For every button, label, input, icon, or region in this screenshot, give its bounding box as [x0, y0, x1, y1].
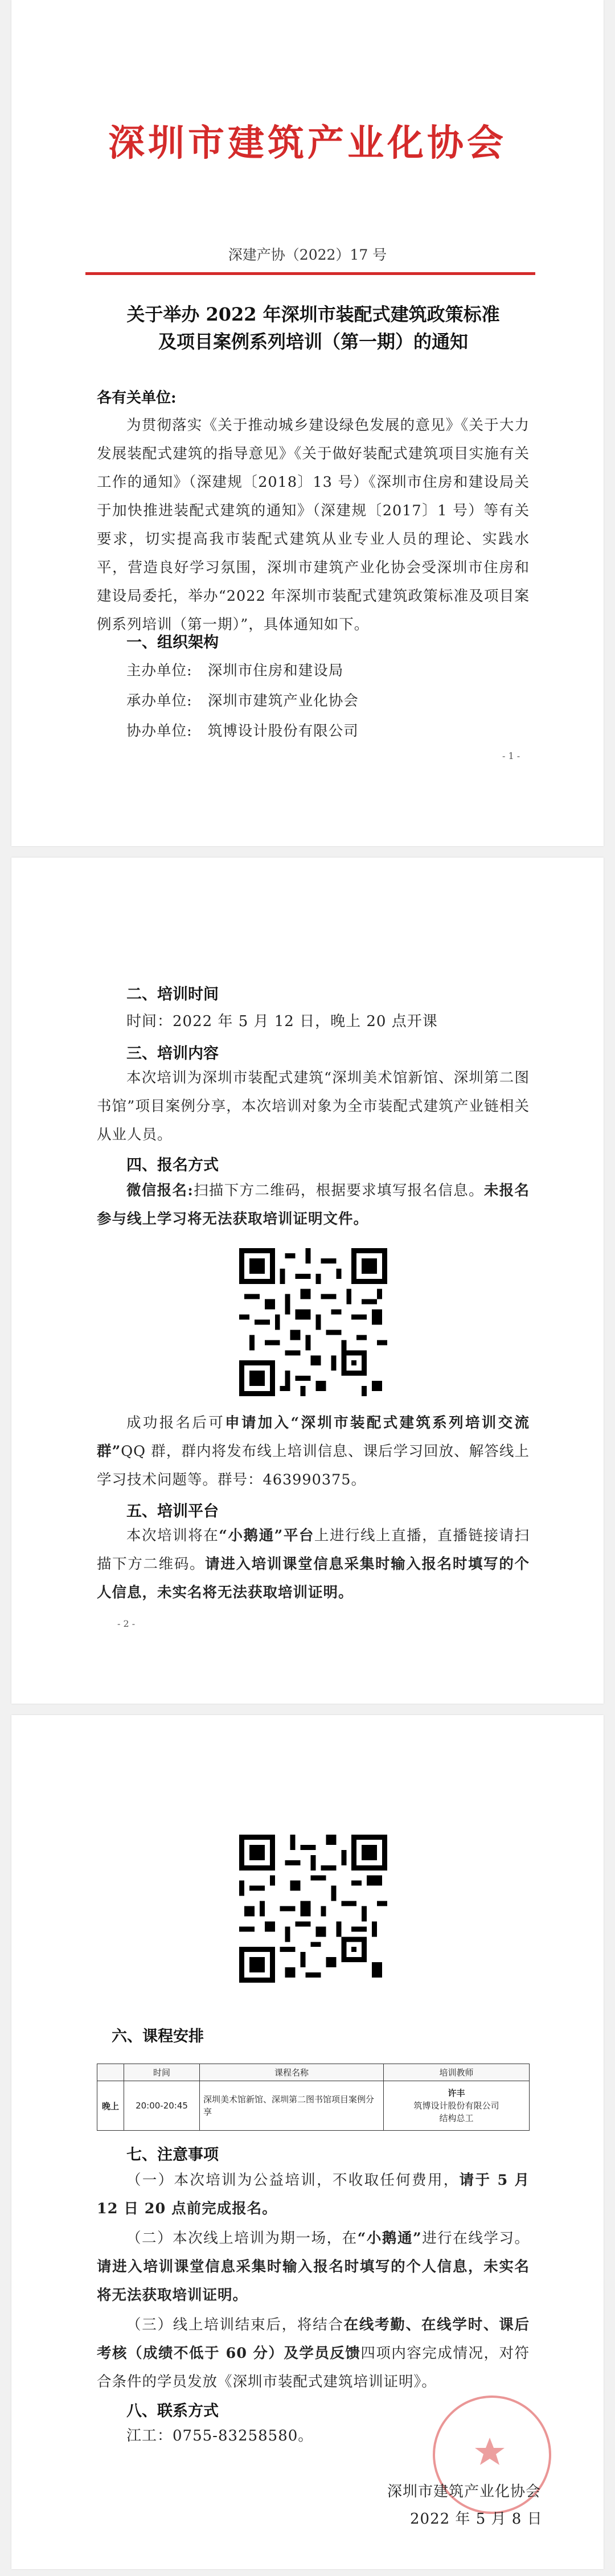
document-number: 深建产协（2022）17 号 — [228, 247, 387, 263]
schedule-header-teacher: 培训教师 — [384, 2064, 530, 2081]
section-1-heading: 一、组织架构 — [126, 634, 219, 651]
section-7-heading: 七、注意事项 — [126, 2146, 219, 2164]
wechat-text: 扫描下方二维码，根据要求填写报名信息。 — [193, 1182, 484, 1199]
note-3-suffix: 四项内容完成情况，对符合条件的学员发放《深圳市装配式建筑培训证明》。 — [97, 2345, 530, 2390]
note-1-deadline: 请于 5 月 12 日 20 点前完成报名。 — [97, 2172, 530, 2217]
section-8-heading: 八、联系方式 — [126, 2402, 219, 2420]
schedule-time: 20:00-20:45 — [124, 2081, 200, 2131]
training-time: 时间：2022 年 5 月 12 日，晚上 20 点开课 — [126, 1013, 438, 1030]
platform-name: “小鹅通”平台 — [219, 1527, 314, 1544]
page-number: - 2 - — [117, 1618, 136, 1629]
org-row-organizer — [126, 690, 359, 712]
org-value: 筑博设计股份有限公司 — [207, 723, 359, 740]
schedule-header-blank — [97, 2064, 124, 2081]
org-label: 承办单位: — [126, 692, 192, 709]
teacher-title: 结构总工 — [439, 2113, 474, 2123]
note-1 — [97, 2166, 530, 2223]
document-page-3 — [11, 1715, 604, 2569]
registration-qr-code[interactable] — [239, 1248, 387, 1396]
training-content: 本次培训为深圳市装配式建筑“深圳美术馆新馆、深圳第二图书馆”项目案例分享，本次培训对象为全市装配式建筑产业链相关从业人员。 — [97, 1069, 530, 1143]
section-6-heading: 六、课程安排 — [112, 2028, 204, 2045]
schedule-header-course: 课程名称 — [200, 2064, 384, 2081]
org-row-host — [126, 659, 343, 682]
platform-mid: 上进行线上直播，直播链接请扫描下方二维码。 — [97, 1527, 530, 1573]
schedule-row — [97, 2081, 530, 2131]
wechat-label: 微信报名: — [126, 1182, 194, 1199]
letterhead-title: 深圳市建筑产业化协会 — [108, 122, 507, 165]
schedule-header-row — [97, 2064, 530, 2081]
note-3 — [97, 2311, 530, 2396]
salutation: 各有关单位: — [97, 389, 177, 407]
contact-info: 江工：0755-83258580。 — [126, 2427, 314, 2444]
document-page-1 — [11, 0, 604, 846]
note-3-criteria: 在线考勤、在线学时、课后考核（成绩不低于 60 分）及学员反馈 — [97, 2316, 530, 2362]
notice-title-line-1: 关于举办 2022 年深圳市装配式建筑政策标准 — [126, 303, 500, 325]
schedule-period: 晚上 — [97, 2081, 124, 2131]
wechat-registration — [97, 1176, 530, 1233]
signature-date: 2022 年 5 月 8 日 — [410, 2511, 543, 2528]
notice-title — [97, 301, 530, 355]
note-2-mid: 进行在线学习。 — [421, 2230, 530, 2247]
qq-prefix: 成功报名后可 — [126, 1414, 226, 1431]
note-2-warning: 请进入培训课堂信息采集时输入报名时填写的个人信息，未实名将无法获取培训证明。 — [97, 2258, 530, 2304]
note-2-platform: “小鹅通” — [357, 2230, 422, 2247]
page-number: - 1 - — [502, 750, 520, 761]
section-3-heading: 三、培训内容 — [126, 1045, 219, 1063]
schedule-table — [97, 2064, 530, 2131]
notice-title-line-2: 及项目案例系列培训（第一期）的通知 — [158, 331, 468, 352]
org-label: 主办单位: — [126, 662, 192, 679]
wechat-warning: 未报名参与线上学习将无法获取培训证明文件。 — [97, 1182, 530, 1228]
qq-suffix: QQ 群，群内将发布线上培训信息、课后学习回放、解答线上学习技术问题等。群号：463990375。 — [97, 1443, 530, 1488]
section-2-heading: 二、培训时间 — [126, 986, 219, 1003]
teacher-org: 筑博设计股份有限公司 — [413, 2101, 499, 2111]
section-5-heading: 五、培训平台 — [126, 1503, 219, 1520]
qq-group-name: 申请加入“深圳市装配式建筑系列培训交流群” — [97, 1414, 530, 1460]
note-1-text: （一）本次培训为公益培训，不收取任何费用， — [126, 2172, 460, 2189]
platform-prefix: 本次培训将在 — [126, 1527, 219, 1544]
intro-paragraph: 为贯彻落实《关于推动城乡建设绿色发展的意见》《关于大力发展装配式建筑的指导意见》《关于做好装配式建筑项目实施有关工作的通知》（深建规〔2018〕13 号）《深圳市住房和建设局关于加快推进装配式建筑的通知》（深建规〔2017〕1 号）等有关要求，切实提高我市装配式建筑从业专业人员的理论、实践水平，营造良好学习氛围，深圳市建筑产业化协会受深圳市住房和建设局委托，举办“2022 年深圳市装配式建筑政策标准及项目案例系列培训（第一期）”，具体通知如下。 — [97, 417, 530, 633]
qq-group-paragraph — [97, 1409, 530, 1494]
signature-organization: 深圳市建筑产业化协会 — [387, 2483, 542, 2500]
org-label: 协办单位: — [126, 723, 192, 740]
letterhead-divider — [85, 272, 535, 275]
note-3-text: （三）线上培训结束后，将结合 — [126, 2316, 344, 2333]
section-4-heading: 四、报名方式 — [126, 1156, 219, 1174]
schedule-header-time: 时间 — [124, 2064, 200, 2081]
platform-qr-code[interactable] — [239, 1835, 387, 1983]
teacher-name: 许丰 — [448, 2088, 465, 2098]
org-row-co-organizer — [126, 720, 359, 743]
schedule-teacher — [384, 2081, 530, 2131]
org-value: 深圳市住房和建设局 — [207, 662, 344, 679]
platform-warning: 请进入培训课堂信息采集时输入报名时填写的个人信息，未实名将无法获取培训证明。 — [97, 1556, 530, 1601]
schedule-course: 深圳美术馆新馆、深圳第二图书馆项目案例分享 — [200, 2081, 384, 2131]
note-2 — [97, 2224, 530, 2310]
note-2-text: （二）本次线上培训为期一场，在 — [126, 2230, 358, 2247]
org-value: 深圳市建筑产业化协会 — [207, 692, 359, 709]
document-page-2 — [11, 858, 604, 1704]
platform-paragraph — [97, 1521, 530, 1607]
